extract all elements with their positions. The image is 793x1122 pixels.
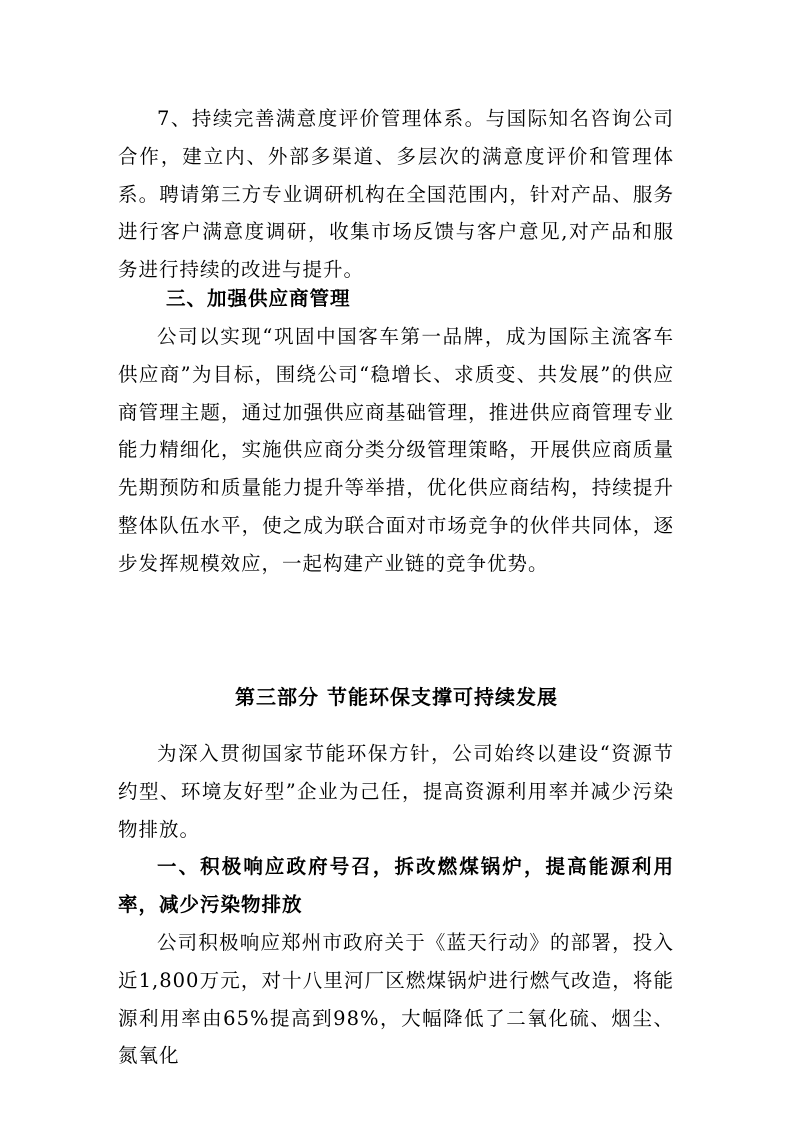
paragraph-satisfaction-evaluation: 7、持续完善满意度评价管理体系。与国际知名咨询公司合作，建立内、外部多渠道、多层次的满意度评价和管理体系。聘请第三方专业调研机构在全国范围内，针对产品、服务进行客户满意度调研，收集市场反馈与客户意见,对产品和服务进行持续的改进与提升。: [118, 107, 674, 282]
paragraph-intro-energy-saving: 为深入贯彻国家节能环保方针，公司始终以建设“资源节约型、环境友好型”企业为己任，提高资源利用率并减少污染物排放。: [118, 742, 674, 841]
paragraph-boiler-retrofit: 公司积极响应郑州市政府关于《蓝天行动》的部署，投入近1,800万元，对十八里河厂区燃煤锅炉进行燃气改造，将能源利用率由65%提高到98%，大幅降低了二氧化硫、烟尘、氮氧化: [118, 931, 674, 1068]
part-title: 第三部分 节能环保支撑可持续发展: [235, 685, 558, 709]
section-heading-boiler-retrofit: 一、积极响应政府号召，拆改燃煤锅炉，提高能源利用率，减少污染物排放: [118, 855, 674, 916]
paragraph-supplier-management: 公司以实现“巩固中国客车第一品牌，成为国际主流客车供应商”为目标，围绕公司“稳增长、求质变、共发展”的供应商管理主题，通过加强供应商基础管理，推进供应商管理专业能力精细化，实施供应商分类分级管理策略，开展供应商质量先期预防和质量能力提升等举措，优化供应商结构，持续提升整体队伍水平，使之成为联合面对市场竞争的伙伴共同体，逐步发挥规模效应，一起构建产业链的竞争优势。: [118, 325, 674, 575]
section-heading-supplier-management: 三、加强供应商管理: [166, 287, 351, 310]
